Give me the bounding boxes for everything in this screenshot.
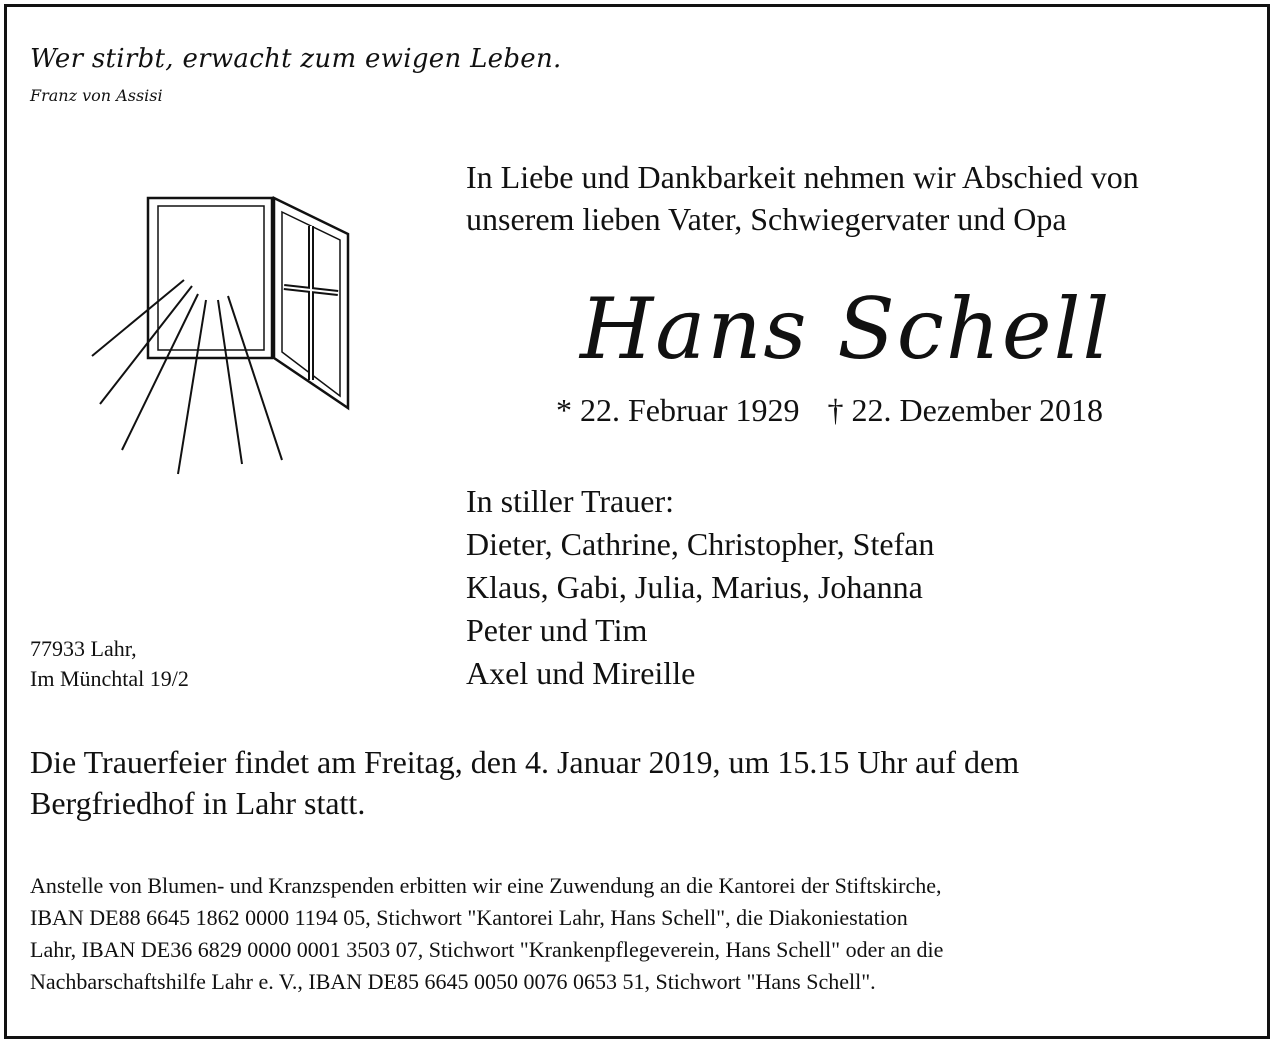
open-window-with-cross-icon <box>86 190 366 495</box>
donation-line: Nachbarschaftshilfe Lahr e. V., IBAN DE85 6645 0050 0076 0653 51, Stichwort "Hans Schell". <box>30 969 876 994</box>
address-block <box>30 634 189 694</box>
funeral-line: Bergfriedhof in Lahr statt. <box>30 785 366 821</box>
donation-notice <box>30 870 943 998</box>
mourners-line: Dieter, Cathrine, Christopher, Stefan <box>466 526 935 562</box>
donation-line: Anstelle von Blumen- und Kranzspenden erbitten wir eine Zuwendung an die Kantorei der Stiftskirche, <box>30 873 942 898</box>
mourners-line: Peter und Tim <box>466 612 648 648</box>
life-dates <box>556 392 1103 429</box>
donation-line: IBAN DE88 6645 1862 0000 1194 05, Stichwort "Kantorei Lahr, Hans Schell", die Diakoniestation <box>30 905 908 930</box>
donation-line: Lahr, IBAN DE36 6829 0000 0001 3503 07, Stichwort "Krankenpflegeverein, Hans Schell" oder an die <box>30 937 944 962</box>
quote-text: Wer stirbt, erwacht zum ewigen Leben. <box>30 44 562 74</box>
mourners-line: Axel und Mireille <box>466 655 696 691</box>
deceased-name: Hans Schell <box>580 280 1112 378</box>
address-line: Im Münchtal 19/2 <box>30 666 189 691</box>
address-line: 77933 Lahr, <box>30 636 137 661</box>
intro-line: In Liebe und Dankbarkeit nehmen wir Abschied von <box>466 159 1139 195</box>
quote-author: Franz von Assisi <box>30 86 163 105</box>
funeral-notice <box>30 742 1019 824</box>
death-date: † 22. Dezember 2018 <box>827 392 1103 428</box>
funeral-line: Die Trauerfeier findet am Freitag, den 4. Januar 2019, um 15.15 Uhr auf dem <box>30 744 1020 780</box>
mourners-block <box>466 480 934 695</box>
intro-line: unserem lieben Vater, Schwiegervater und Opa <box>466 201 1067 237</box>
intro-text <box>466 156 1139 240</box>
mourners-heading: In stiller Trauer: <box>466 483 674 519</box>
mourners-line: Klaus, Gabi, Julia, Marius, Johanna <box>466 569 923 605</box>
birth-date: * 22. Februar 1929 <box>556 392 800 428</box>
